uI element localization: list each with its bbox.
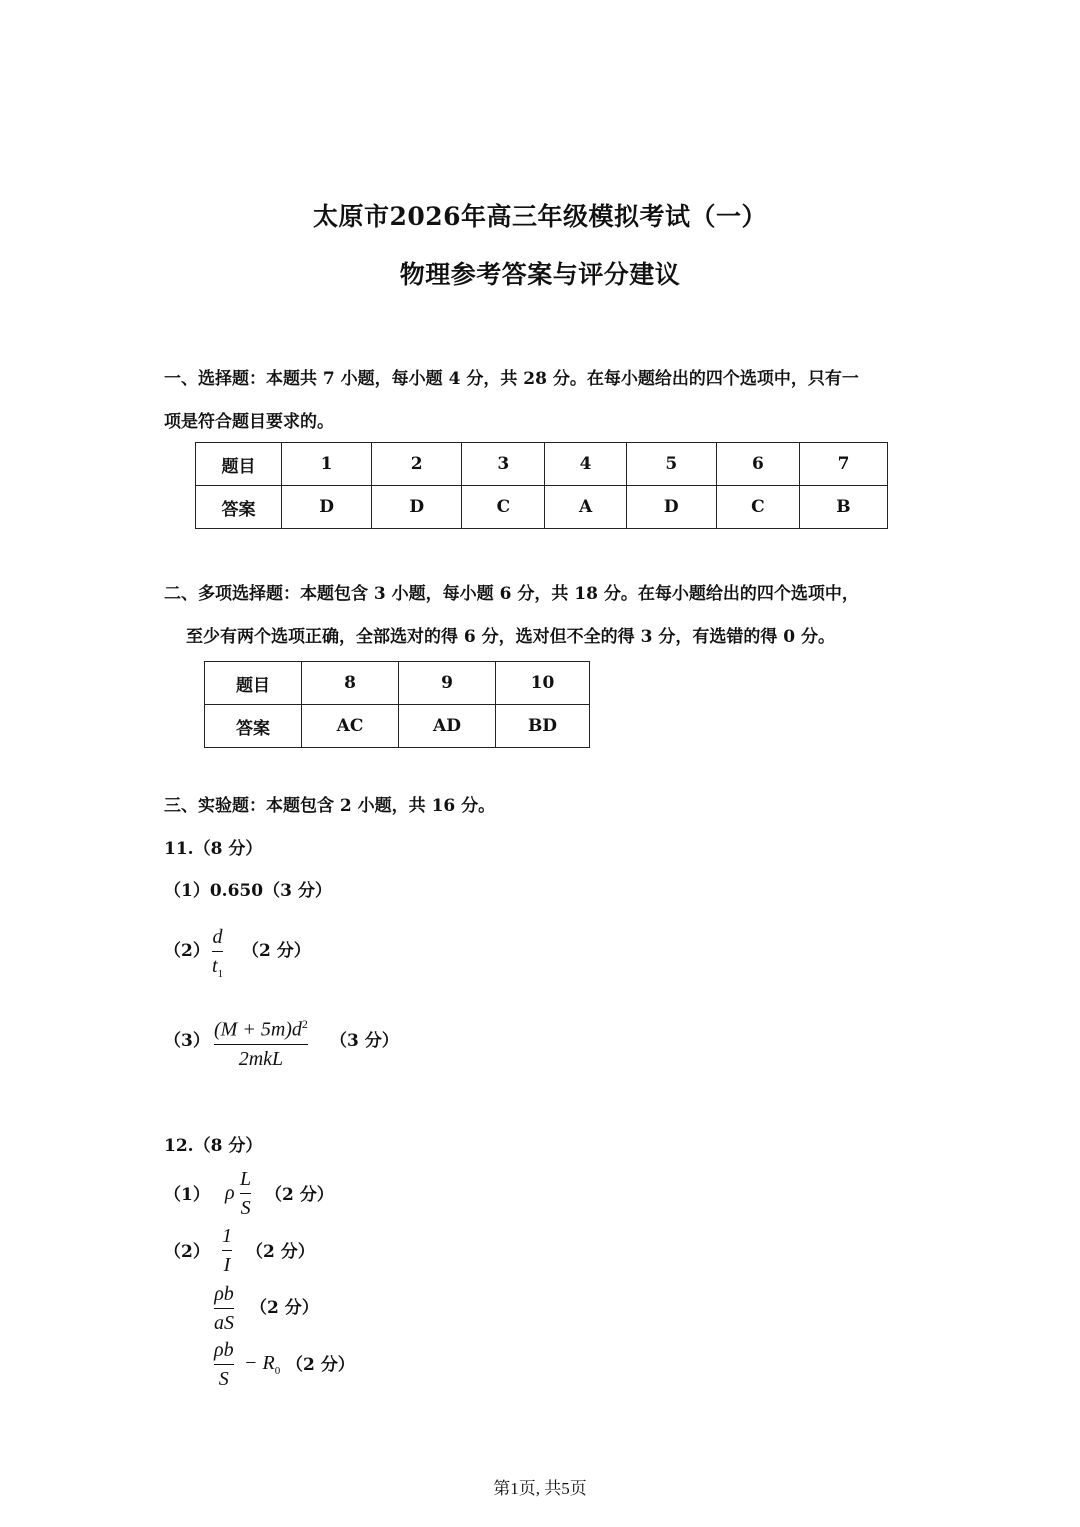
fraction-bar bbox=[240, 1193, 251, 1194]
section2-intro-line2: 至少有两个选项正确，全部选对的得 6 分，选对但不全的得 3 分，有选错的得 0 分。 bbox=[186, 627, 835, 647]
fraction-denominator: 2mkL bbox=[238, 1047, 284, 1070]
table-header-question: 题目 bbox=[196, 443, 282, 486]
q11-part1 bbox=[164, 880, 332, 902]
q12-part2c-fraction bbox=[214, 1338, 234, 1391]
table-row-questions bbox=[205, 662, 590, 705]
section3-heading: 三、实验题：本题包含 2 小题，共 16 分。 bbox=[164, 796, 496, 816]
table-cell-question: 3 bbox=[462, 443, 545, 486]
fraction-denominator-var: t bbox=[212, 955, 218, 978]
fraction-numerator: 1 bbox=[222, 1225, 232, 1247]
fraction-denominator: I bbox=[223, 1254, 231, 1277]
section1-intro-line2: 项是符合题目要求的。 bbox=[164, 412, 334, 432]
q12-part2a-score: （2 分） bbox=[246, 1242, 315, 1262]
q11-part1-label: （1） bbox=[164, 881, 210, 901]
section1-intro-line1: 一、选择题：本题共 7 小题，每小题 4 分，共 28 分。在每小题给出的四个选项中，只有一 bbox=[164, 369, 859, 389]
table-row-answers bbox=[196, 486, 888, 529]
table-cell-answer: D bbox=[626, 486, 716, 529]
table-cell-answer: B bbox=[799, 486, 887, 529]
q12-part2c-score: （2 分） bbox=[286, 1355, 355, 1375]
table-cell-question: 7 bbox=[799, 443, 887, 486]
fraction-denominator bbox=[212, 954, 223, 986]
q12-part2-label: （2） bbox=[164, 1242, 210, 1262]
q11-part3-label: （3） bbox=[164, 1031, 210, 1051]
fraction-numerator: ρb bbox=[214, 1283, 234, 1305]
fraction-denominator: S bbox=[218, 1368, 229, 1391]
q12-part1-rho: ρ bbox=[225, 1182, 235, 1204]
fraction-bar bbox=[214, 1044, 308, 1045]
page-subtitle: 物理参考答案与评分建议 bbox=[399, 260, 681, 289]
q11-part2-label: （2） bbox=[164, 941, 210, 961]
table-cell-question: 10 bbox=[496, 662, 590, 705]
answer-table-multiple-choice bbox=[204, 661, 590, 748]
table-cell-question: 5 bbox=[626, 443, 716, 486]
fraction-numerator: d bbox=[212, 926, 223, 948]
table-cell-answer: AC bbox=[302, 705, 399, 748]
table-row-questions bbox=[196, 443, 888, 486]
fraction-numerator: ρb bbox=[214, 1339, 234, 1361]
table-cell-answer: C bbox=[462, 486, 545, 529]
table-cell-question: 1 bbox=[282, 443, 372, 486]
table-cell-answer: AD bbox=[399, 705, 496, 748]
table-cell-answer: D bbox=[282, 486, 372, 529]
table-header-answer: 答案 bbox=[205, 705, 302, 748]
table-cell-answer: BD bbox=[496, 705, 590, 748]
table-cell-question: 9 bbox=[399, 662, 496, 705]
q11-part2-score: （2 分） bbox=[242, 941, 311, 961]
section2-intro-line1: 二、多项选择题：本题包含 3 小题，每小题 6 分，共 18 分。在每小题给出的四个选项中， bbox=[164, 584, 859, 604]
table-cell-question: 8 bbox=[302, 662, 399, 705]
page-title: 太原市2026年高三年级模拟考试（一） bbox=[312, 202, 768, 231]
table-row-answers bbox=[205, 705, 590, 748]
table-cell-answer: D bbox=[372, 486, 462, 529]
q12-part2b-fraction bbox=[214, 1282, 234, 1335]
fraction-bar bbox=[222, 1250, 232, 1251]
table-cell-answer: A bbox=[545, 486, 626, 529]
q12-part1-fraction bbox=[240, 1167, 251, 1220]
q12-part2a-fraction bbox=[222, 1224, 232, 1277]
q11-part2-fraction bbox=[212, 925, 223, 986]
table-header-question: 题目 bbox=[205, 662, 302, 705]
q12-title: 12.（8 分） bbox=[164, 1136, 263, 1156]
q11-part1-answer: 0.650（3 分） bbox=[209, 881, 332, 901]
fraction-numerator-superscript: 2 bbox=[301, 1017, 308, 1031]
minus-r-term: − R bbox=[244, 1352, 275, 1374]
q12-part1-score: （2 分） bbox=[265, 1185, 334, 1205]
answer-table-single-choice bbox=[195, 442, 888, 529]
table-cell-question: 6 bbox=[716, 443, 799, 486]
fraction-denominator: S bbox=[240, 1197, 251, 1220]
q11-part3-fraction bbox=[214, 1012, 308, 1071]
r-subscript: 0 bbox=[274, 1365, 281, 1377]
q12-part1-label: （1） bbox=[164, 1185, 210, 1205]
fraction-bar bbox=[214, 1364, 234, 1365]
fraction-numerator: L bbox=[240, 1168, 252, 1190]
q12-part2b-score: （2 分） bbox=[250, 1298, 319, 1318]
fraction-bar bbox=[214, 1308, 234, 1309]
page-number-footer: 第1页, 共5页 bbox=[493, 1479, 587, 1498]
q12-part2c-minus-r0 bbox=[244, 1352, 280, 1377]
table-cell-answer: C bbox=[716, 486, 799, 529]
q11-part3-score: （3 分） bbox=[330, 1031, 399, 1051]
fraction-denominator-subscript: 1 bbox=[217, 968, 224, 981]
table-cell-question: 2 bbox=[372, 443, 462, 486]
q11-title: 11.（8 分） bbox=[164, 839, 263, 859]
fraction-bar bbox=[212, 951, 223, 952]
fraction-numerator-expr: (M + 5m)d bbox=[214, 1018, 302, 1041]
table-header-answer: 答案 bbox=[196, 486, 282, 529]
fraction-numerator bbox=[214, 1012, 308, 1042]
table-cell-question: 4 bbox=[545, 443, 626, 486]
fraction-denominator: aS bbox=[214, 1312, 234, 1335]
